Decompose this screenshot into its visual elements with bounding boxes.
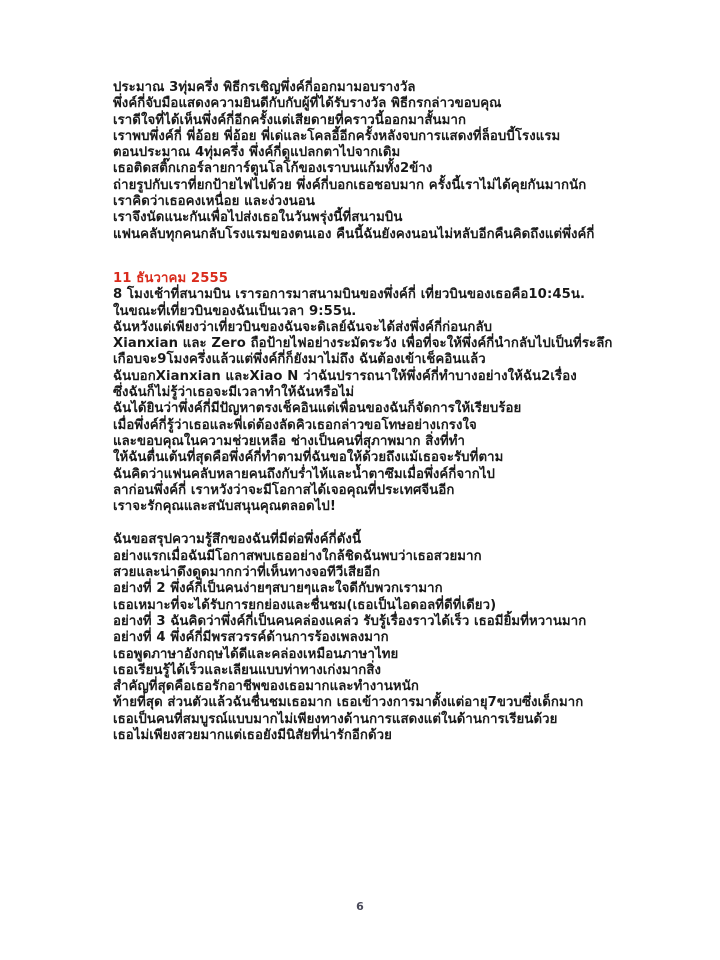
text-line: ฉันหวังแต่เพียงว่าเที่ยวบินของฉันจะดิเลย์ฉันจะได้ส่งพึ่งค์กี่ก่อนกลับ [113,319,493,335]
text-line: เธอเรียนรู้ได้เร็วและเลียนแบบท่าทางเก่งมากสิ่ง [113,662,382,678]
text-line: เราคิดว่าเธอคงเหนื่อย และง่วงนอน [113,194,315,210]
text-line: ฉันขอสรุปความรู้สึกของฉันที่มีต่อพึ่งค์กี่ดังนี้ [113,532,362,548]
text-line: Xianxian และ Zero ถือป้ายไฟอย่างระมัดระวัง เพื่อที่จะให้พึ่งค์กี่นำกลับไปเป็นที่ระลึก [113,336,613,352]
text-line: อย่างที่ 4 พึ่งค์กี่มีพรสวรรค์ด้านการร้องเพลงมาก [113,630,389,646]
text-line: ซึ่งฉันก็ไม่รู้ว่าเธอจะมีเวลาทำให้ฉันหรือไม่ [113,385,355,401]
text-line: เธอเหมาะที่จะได้รับการยกย่องและชื่นชม(เธอเป็นไอดอลที่ดีที่เดียว) [113,597,497,613]
text-line: พึ่งค์กี่จับมือแสดงความยินดีกับกับผู้ที่ได้รับรางวัล พิธีกรกล่าวขอบคุณ [113,96,502,112]
text-paragraph [113,532,693,744]
paragraph-spacer [113,243,693,271]
text-line: ฉันบอกXianxian และXiao N ว่าฉันปรารถนาให้พึ่งค์กี่ทำบางอย่างให้ฉัน2เรื่อง [113,368,577,384]
text-line: ประมาณ 3ทุ่มครึ่ง พิธีกรเชิญพึ่งค์กี่ออกมามอบรางวัล [113,80,416,95]
text-line: ให้ฉันตื่นเต้นที่สุดคือพึ่งค์กี่ทำตามที่ฉันขอให้ด้วยถึงแม้เธอจะรับที่ตาม [113,450,504,466]
text-paragraph [113,80,693,243]
date-heading: 11 ธันวาคม 2555 [113,270,229,286]
text-line: เราจึงนัดแนะกันเพื่อไปส่งเธอในวันพรุ่งนี้ที่สนามบิน [113,210,403,226]
text-line: ถ่ายรูปกับเราที่ยกป้ายไฟไปด้วย พึ่งค์กี่บอกเธอชอบมาก ครั้งนี้เราไม่ได้คุยกันมากนัก [113,177,587,193]
text-line: เราดีใจที่ได้เห็นพึ่งค์กี่อีกครั้งแต่เสียดายที่คราวนี้ออกมาสั้นมาก [113,112,467,128]
text-line: เราพบพึ่งค์กี่ พี่อ้อย พี่อ้อย พี่เด่และโคลอี้อีกครั้งหลังจบการแสดงที่ล็อบบี้โรงแรม [113,128,561,144]
text-line: แฟนคลับทุกคนกลับโรงแรมของตนเอง คืนนี้ฉันยังคงนอนไม่หลับอีกคืนคิดถึงแต่พึ่งค์กี่ [113,226,595,242]
text-line: และขอบคุณในความช่วยเหลือ ช่างเป็นคนที่สุภาพมาก สิ่งที่ทำ [113,433,465,449]
paragraph-spacer [113,515,693,532]
text-line: อย่างที่ 3 ฉันคิดว่าพึ่งค์กี่เป็นคนคล่องแคล่ว รับรู้เรื่องราวได้เร็ว เธอมียิ้มที่หวานมาก [113,613,587,629]
document-body [113,80,693,744]
text-line: ท้ายที่สุด ส่วนตัวแล้วฉันชื่นชมเธอมาก เธอเข้าวงการมาตั้งแต่อายุ7ขวบซึ่งเด็กมาก [113,695,584,711]
text-line: ฉันได้ยินว่าพึ่งค์กี่มีปัญหาตรงเช็คอินแต่เพื่อนของฉันก็จัดการให้เรียบร้อย [113,401,522,417]
page-number: 6 [356,900,364,913]
text-line: เกือบจะ9โมงครึ่งแล้วแต่พึ่งค์กี่ก็ยังมาไม่ถึง ฉันต้องเข้าเช็คอินแล้ว [113,352,486,368]
text-line: ในขณะที่เที่ยวบินของฉันเป็นเวลา 9:55น. [113,303,357,319]
text-line: ตอนประมาณ 4ทุ่มครึ่ง พึ่งค์กี่ดูแปลกตาไปจากเดิม [113,145,401,161]
text-line: สวยและน่าดึงดูดมากกว่าที่เห็นทางจอทีวีเสียอีก [113,565,381,581]
text-line: ฉันคิดว่าแฟนคลับหลายคนถึงกับร่ำไห้และน้ำตาซึมเมื่อพึ่งค์กี่จากไป [113,466,496,482]
text-line: 8 โมงเช้าที่สนามบิน เรารอการมาสนามบินของพึ่งค์กี่ เที่ยวบินของเธอคือ10:45น. [113,287,586,303]
text-line: เธอติดสติ๊กเกอร์ลายการ์ตูนโลโก้ของเราบนแก้มทั้ง2ข้าง [113,161,433,177]
text-line: ลาก่อนพึ่งค์กี่ เราหวังว่าจะมีโอกาสได้เจอคุณที่ประเทศจีนอีก [113,482,455,498]
text-line: เราจะรักคุณและสนับสนุนคุณตลอดไป! [113,499,337,515]
text-line: เธอเป็นคนที่สมบูรณ์แบบมากไม่เพียงทางด้านการแสดงแต่ในด้านการเรียนด้วย [113,711,558,727]
text-line: อย่างแรกเมื่อฉันมีโอกาสพบเธออย่างใกล้ชิดฉันพบว่าเธอสวยมาก [113,548,482,564]
text-paragraph [113,287,693,515]
text-line: เธอไม่เพียงสวยมากแต่เธอยังมีนิสัยที่น่ารักอีกด้วย [113,727,393,743]
text-line: อย่างที่ 2 พึ่งค์กี่เป็นคนง่ายๆสบายๆและใจดีกับพวกเรามาก [113,581,443,597]
text-line: สำคัญที่สุดคือเธอรักอาชีพของเธอมากและทำงานหนัก [113,679,419,695]
text-line: เธอพูดภาษาอังกฤษได้ดีและคล่องเหมือนภาษาไทย [113,646,399,662]
text-line: เมื่อพึ่งค์กี่รู้ว่าเธอและพี่เด่ต้องลัดคิวเธอกล่าวขอโทษอย่างเกรงใจ [113,417,477,433]
